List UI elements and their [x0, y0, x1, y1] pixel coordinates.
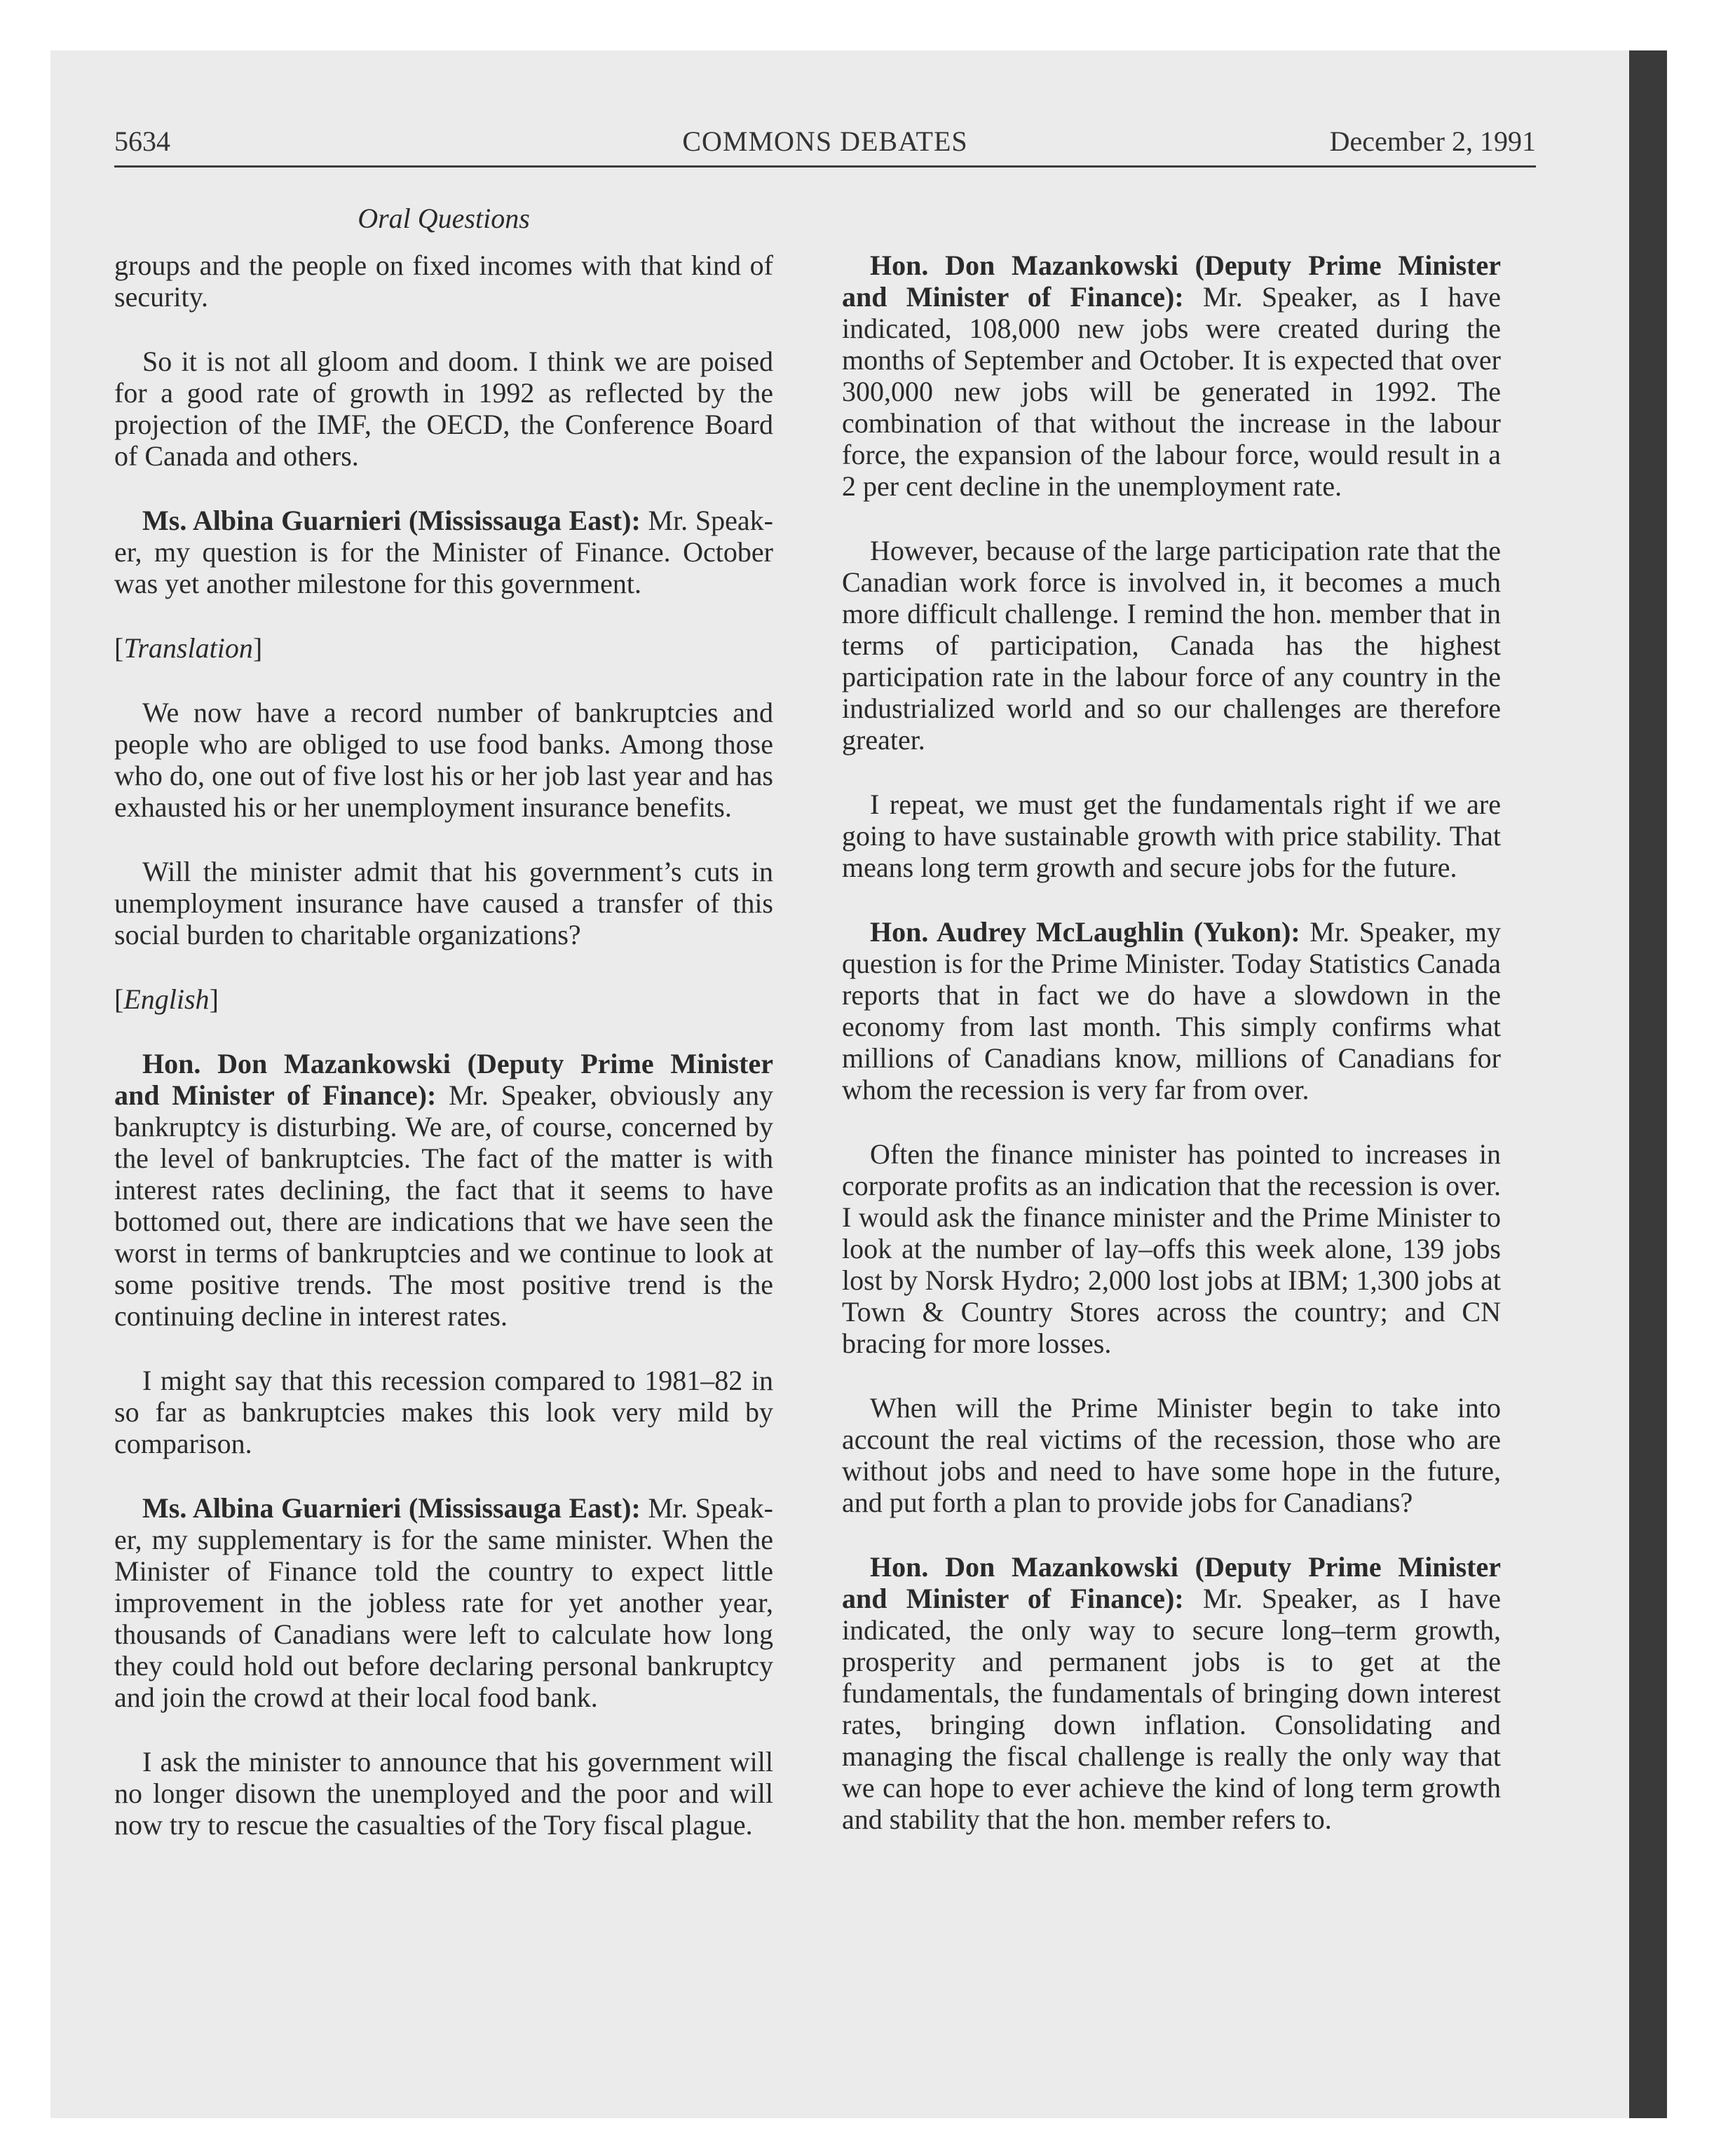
binding-edge	[1629, 50, 1667, 2118]
speech-text: Mr. Speaker, obviously any bankruptcy is disturbing. We are, of course, concerned by the level of bankruptcies. The fact of the matter is with interest rates declining, the fact that it seems to have bottomed out, there are indications that we have seen the worst in terms of bankruptcies and we continue to look at some positive trends. The most positive trend is the continuing decline in interest rates.	[114, 1079, 774, 1332]
page-number: 5634	[114, 125, 170, 157]
speech-text: Mr. Speaker, as I have indicated, the only way to secure long–term growth, prosperity and permanent jobs is to get at the fundamentals, the fundamentals of bringing down interest rates, bringing down inflation. Consolidating and managing the fiscal challenge is really the only way that we can hope to ever achieve the kind of long term growth and stability that the hon. member refers to.	[842, 1583, 1501, 1835]
speech-text: Mr. Speaker, my question is for the Minister of Finance. October was yet another milestone for this government.	[114, 505, 773, 599]
paragraph: We now have a record number of bankruptcies and people who are obliged to use food banks. Among those who do, one out of five lost his or her job last year and has exhausted his or her unemployment insurance benefits.	[114, 697, 773, 823]
speech-paragraph	[114, 505, 773, 599]
paragraph: I repeat, we must get the fundamentals right if we are going to have sustainable growth with price stability. That means long term growth and secure jobs for the future.	[842, 789, 1501, 883]
paragraph: When will the Prime Minister begin to take into account the real victims of the recession, those who are without jobs and need to have some hope in the future, and put forth a plan to provide jobs for Canadians?	[842, 1392, 1501, 1518]
note-bracket-close: ]	[209, 983, 219, 1015]
note-bracket-open: [	[114, 632, 124, 664]
speech-paragraph	[842, 916, 1501, 1105]
language-note	[114, 983, 773, 1015]
right-column	[842, 250, 1501, 1868]
speech-paragraph	[114, 1492, 773, 1713]
section-label: Oral Questions	[358, 203, 530, 234]
speaker-name: Hon. Don Mazankowski (Deputy Prime Minister and Minister of Finance):	[842, 1551, 1501, 1614]
left-column	[114, 250, 773, 1874]
header-rule	[114, 165, 1536, 168]
note-bracket-close: ]	[252, 632, 263, 664]
speech-text: Mr. Speaker, my question is for the Prime Minister. Today Statistics Canada reports that in fact we do have a slowdown in the economy from last month. This simply confirms what millions of Canadians know, millions of Canadians for whom the recession is very far from over.	[842, 916, 1501, 1105]
speech-paragraph	[842, 1551, 1501, 1835]
speech-text: Mr. Speaker, my supplementary is for the same minister. When the Minister of Finance told the country to expect little improvement in the jobless rate for yet another year, thousands of Canadians were left to calculate how long they could hold out before declaring personal bankruptcy and join the crowd at their local food bank.	[114, 1492, 773, 1713]
speech-paragraph	[842, 250, 1501, 502]
note-text: Translation	[123, 632, 253, 664]
publication-date: December 2, 1991	[1329, 125, 1536, 157]
paragraph: I ask the minister to announce that his government will no longer disown the unemployed and the poor and will now try to rescue the casualties of the Tory fiscal plague.	[114, 1746, 773, 1841]
paragraph-continuation: groups and the people on fixed incomes with that kind of security.	[114, 250, 773, 313]
speaker-name: Hon. Don Mazankowski (Deputy Prime Minister and Minister of Finance):	[842, 250, 1501, 313]
paragraph: Often the finance minister has pointed to increases in corporate profits as an indication that the recession is over. I would ask the finance minister and the Prime Minister to look at the number of lay–offs this week alone, 139 jobs lost by Norsk Hydro; 2,000 lost jobs at IBM; 1,300 jobs at Town & Country Stores across the country; and CN bracing for more losses.	[842, 1138, 1501, 1359]
paragraph: Will the minister admit that his government’s cuts in unemployment insurance have caused a transfer of this social burden to charitable organizations?	[114, 856, 773, 950]
page-header	[114, 125, 1536, 167]
note-bracket-open: [	[114, 983, 124, 1015]
paragraph: So it is not all gloom and doom. I think we are poised for a good rate of growth in 1992 as reflected by the projection of the IMF, the OECD, the Conference Board of Canada and others.	[114, 346, 773, 472]
note-text: English	[123, 983, 210, 1015]
speaker-name: Hon. Don Mazankowski (Deputy Prime Minister and Minister of Finance):	[114, 1048, 773, 1111]
speaker-name: Ms. Albina Guarnieri (Mississauga East):	[142, 1492, 641, 1524]
paragraph: I might say that this recession compared to 1981–82 in so far as bankruptcies makes this look very mild by comparison.	[114, 1365, 773, 1459]
speech-paragraph	[114, 1048, 773, 1332]
publication-title: COMMONS DEBATES	[682, 125, 968, 157]
speech-text: Mr. Speaker, as I have indicated, 108,000 new jobs were created during the months of September and October. It is expected that over 300,000 new jobs will be generated in 1992. The combination of that without the increase in the labour force, the expansion of the labour force, would result in a 2 per cent decline in the unemployment rate.	[842, 281, 1501, 502]
language-note	[114, 632, 773, 664]
speaker-name: Ms. Albina Guarnieri (Mississauga East):	[142, 505, 641, 536]
speaker-name: Hon. Audrey McLaughlin (Yukon):	[870, 916, 1300, 948]
paragraph: However, because of the large participation rate that the Canadian work force is involved in, it becomes a much more difficult challenge. I remind the hon. member that in terms of participation, Canada has the highest participation rate in the labour force of any country in the industrialized world and so our challenges are therefore greater.	[842, 535, 1501, 756]
